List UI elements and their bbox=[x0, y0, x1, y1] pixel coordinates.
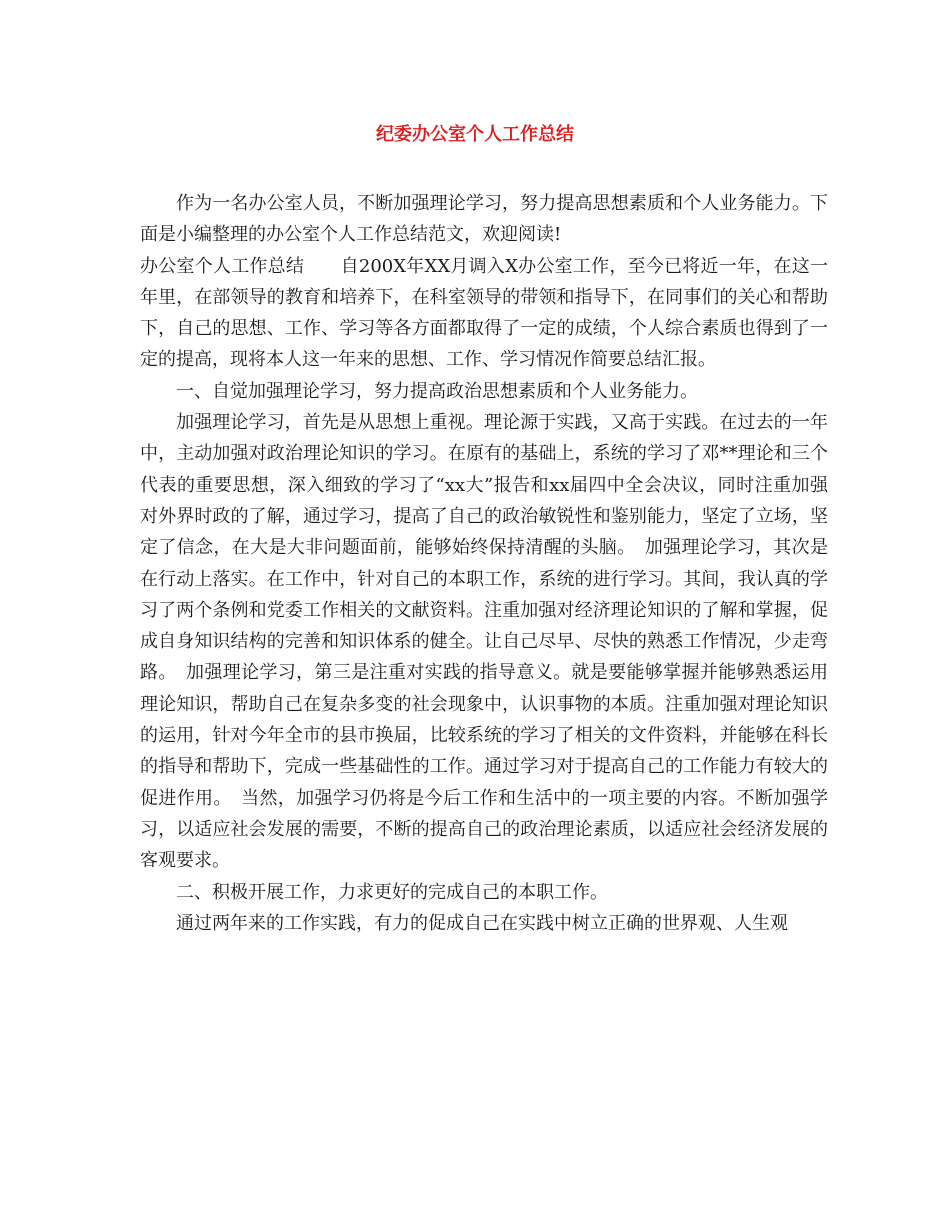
section-heading-1: 一、自觉加强理论学习，努力提高政治思想素质和个人业务能力。 bbox=[176, 380, 698, 402]
section-heading-2: 二、积极开展工作，力求更好的完成自己的本职工作。 bbox=[176, 881, 608, 903]
paragraph-intro: 作为一名办公室人员，不断加强理论学习，努力提高思想素质和个人业务能力。下面是小编整理的办公室个人工作总结范文，欢迎阅读! bbox=[140, 193, 828, 246]
document-body bbox=[140, 188, 828, 939]
paragraph-work-practice: 通过两年来的工作实践，有力的促成自己在实践中树立正确的世界观、人生观 bbox=[176, 912, 788, 934]
paragraph-summary-opening: 办公室个人工作总结 自200X年XX月调入X办公室工作，至今已将近一年，在这一年里，在部领导的教育和培养下，在科室领导的带领和指导下，在同事们的关心和帮助下，自己的思想、工作、学习等各方面都取得了一定的成绩，个人综合素质也得到了一定的提高，现将本人这一年来的思想、工作、学习情况作简要总结汇报。 bbox=[140, 255, 828, 371]
paragraph-theory-study: 加强理论学习，首先是从思想上重视。理论源于实践，又高于实践。在过去的一年中，主动加强对政治理论知识的学习。在原有的基础上，系统的学习了邓**理论和三个代表的重要思想，深入细致的学习了“xx大”报告和xx届四中全会决议，同时注重加强对外界时政的了解，通过学习，提高了自己的政治敏锐性和鉴别能力，坚定了立场，坚定了信念，在大是大非问题面前，能够始终保持清醒的头脑。 加强理论学习，其次是在行动上落实。在工作中，针对自己的本职工作，系统的进行学习。其间，我认真的学习了两个条例和党委工作相关的文献资料。注重加强对经济理论知识的了解和掌握，促成自身知识结构的完善和知识体系的健全。让自己尽早、尽快的熟悉工作情况，少走弯路。 加强理论学习，第三是注重对实践的指导意义。就是要能够掌握并能够熟悉运用理论知识，帮助自己在复杂多变的社会现象中，认识事物的本质。注重加强对理论知识的运用，针对今年全市的县市换届，比较系统的学习了相关的文件资料，并能够在科长的指导和帮助下，完成一些基础性的工作。通过学习对于提高自己的工作能力有较大的促进作用。 当然，加强学习仍将是今后工作和生活中的一项主要的内容。不断加强学习，以适应社会发展的需要，不断的提高自己的政治理论素质，以适应社会经济发展的客观要求。 bbox=[140, 412, 828, 872]
document-title: 纪委办公室个人工作总结 bbox=[376, 124, 574, 145]
